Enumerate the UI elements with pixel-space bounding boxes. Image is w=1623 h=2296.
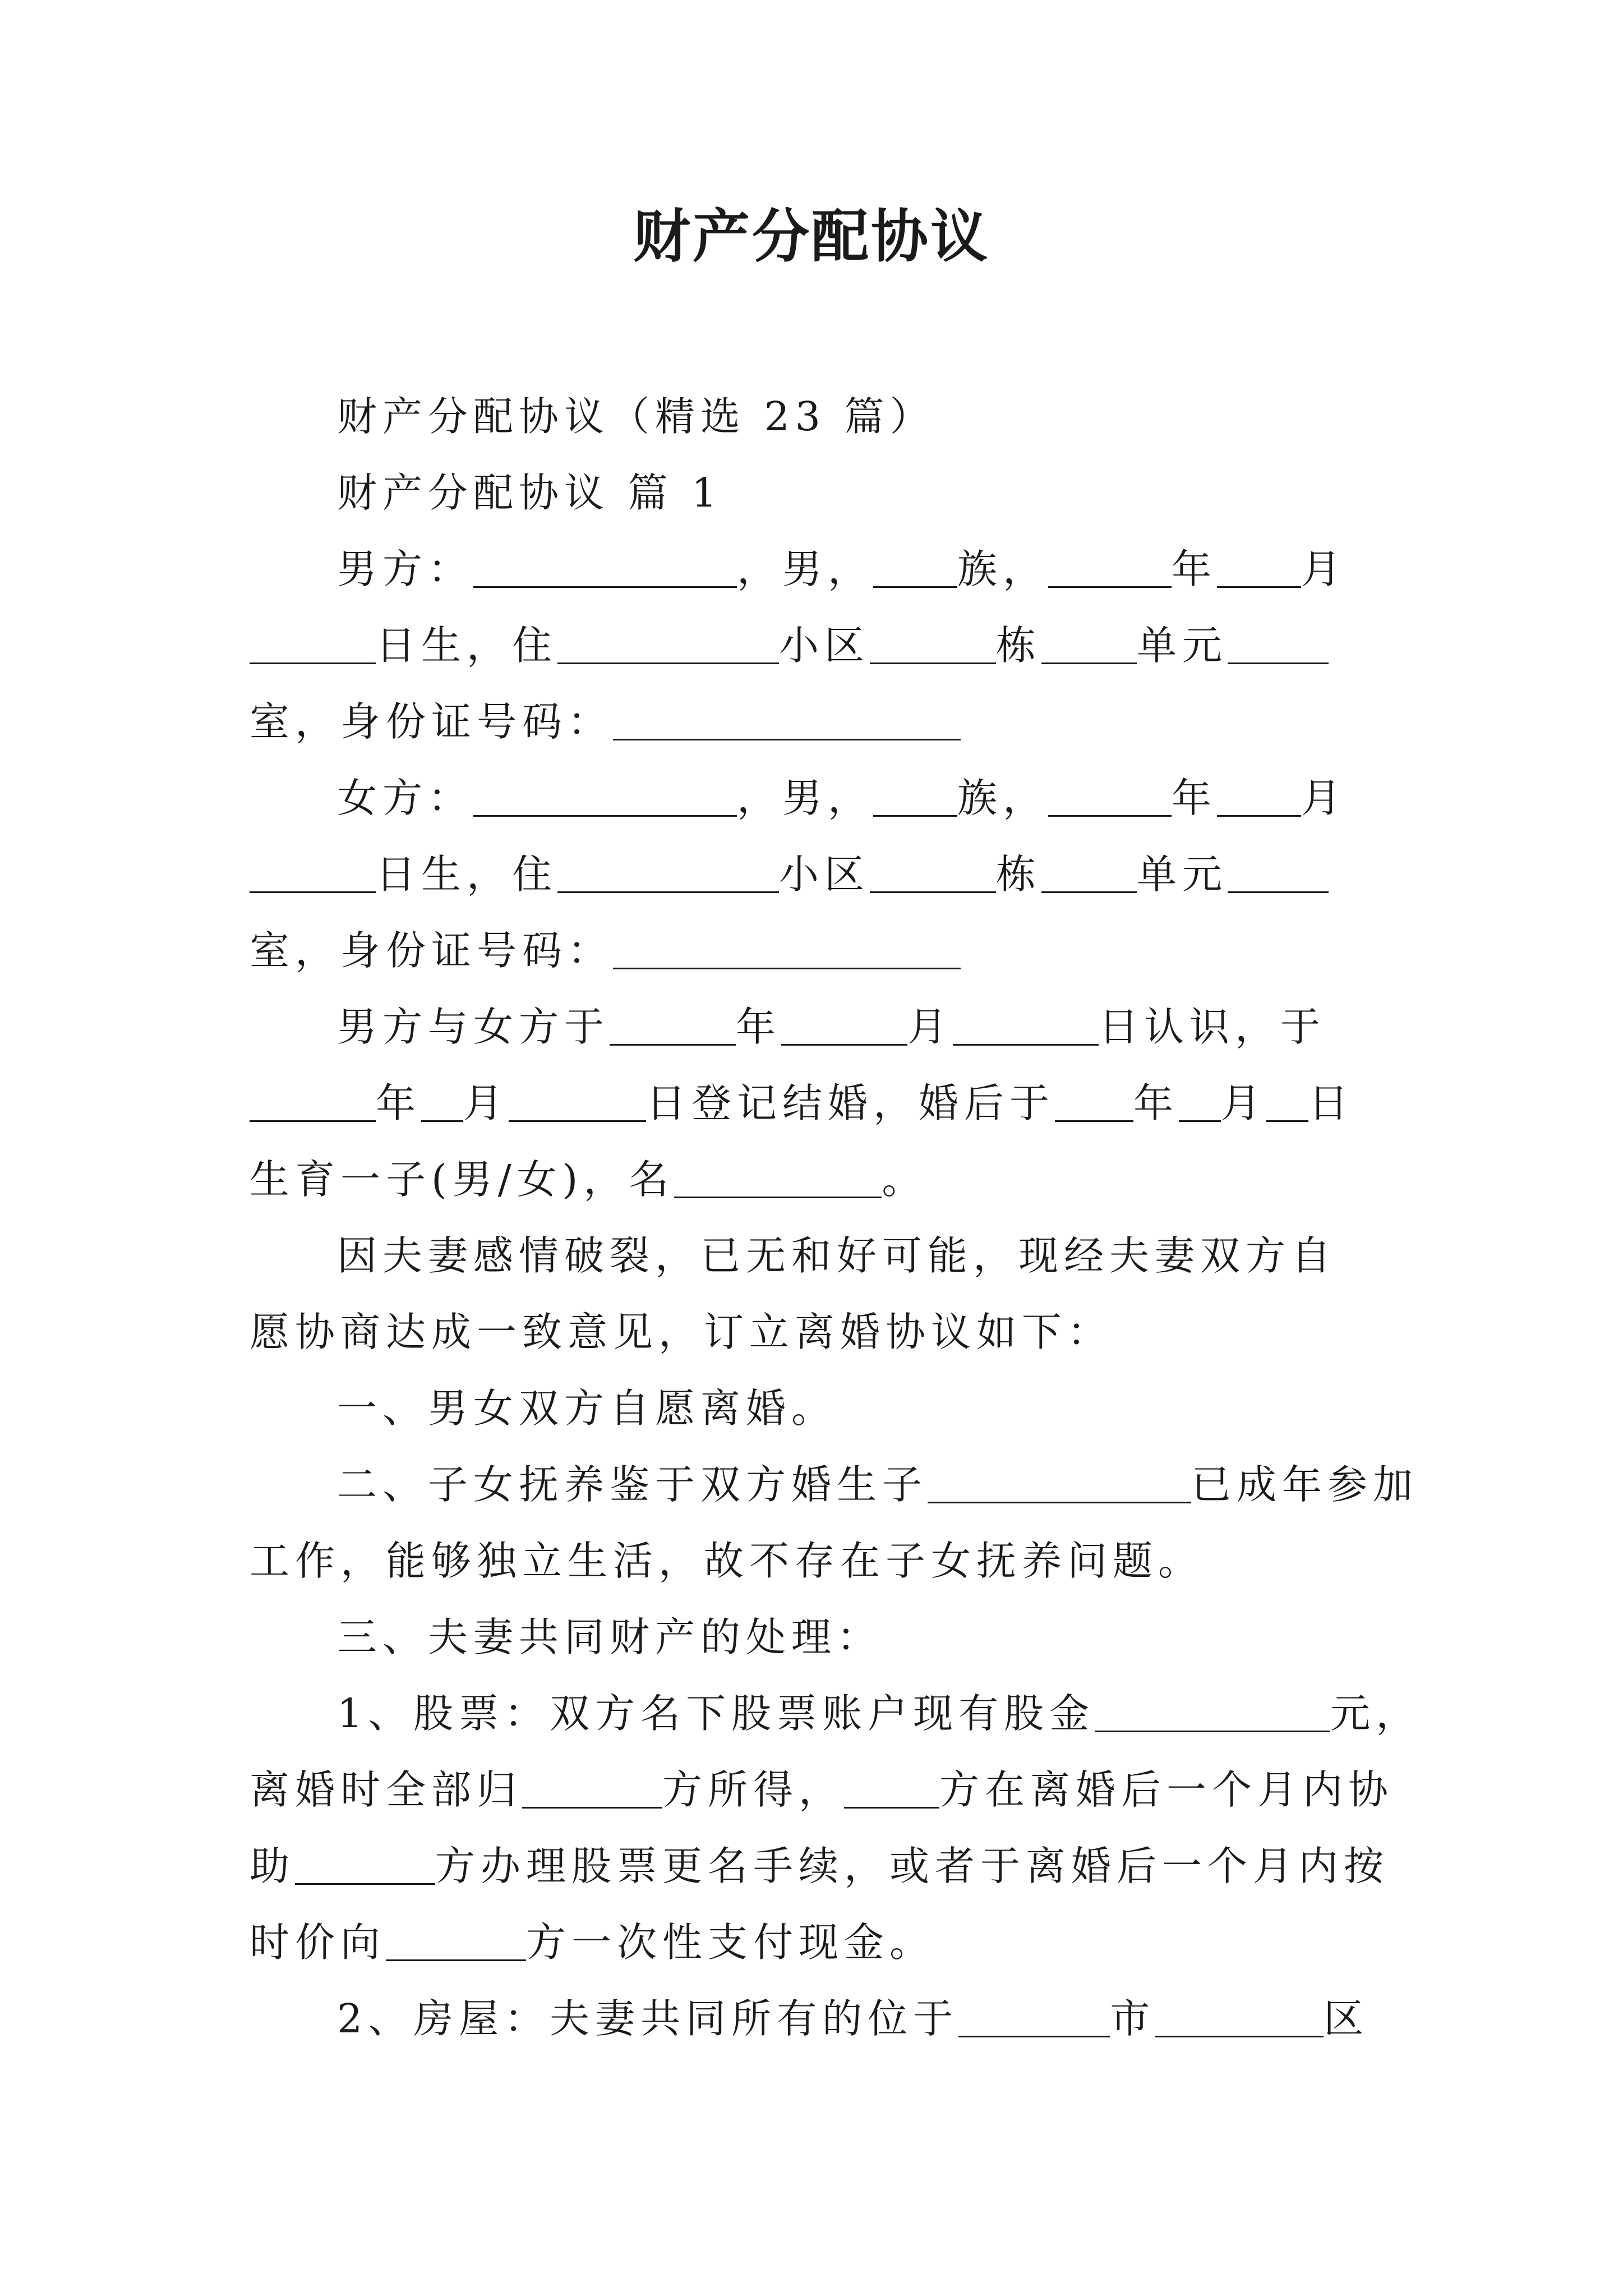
blank-field[interactable] [870,623,996,664]
blank-field[interactable] [1217,546,1301,588]
clause-2-line-1 [250,1447,1419,1523]
text: 日 [1308,1080,1354,1126]
blank-field[interactable] [250,1080,376,1122]
man-line-3 [250,684,1377,760]
text: 财产分配协议（精选 23 篇） [337,393,935,440]
stock-line-1 [250,1676,1422,1752]
id-number-field[interactable] [613,699,961,740]
text: 单元 [1137,851,1228,898]
clause-2-line-2: 工作，能够独立生活，故不存在子女抚养问题。 [250,1538,1204,1584]
clause-3: 三、夫妻共同财产的处理： [337,1614,883,1660]
meet-line-1 [250,989,1377,1065]
woman-line-3 [250,913,1377,989]
blank-field[interactable] [844,1767,939,1809]
man-line-2 [250,608,1377,684]
text: 方在离婚后一个月内协 [939,1766,1394,1813]
text: 年 [736,1004,782,1050]
text: 年 [376,1080,422,1126]
text: 1、股票：双方名下股票账户现有股金 [337,1690,1095,1737]
text: 方办理股票更名手续，或者于离婚后一个月内按 [435,1843,1390,1889]
blank-field[interactable] [870,852,996,893]
blank-field[interactable] [1055,1080,1133,1122]
blank-field[interactable] [421,1080,463,1122]
blank-field[interactable] [1041,852,1137,893]
blank-field[interactable] [473,775,737,817]
text: 二、子女抚养鉴于双方婚生子 [337,1461,928,1508]
text: 单元 [1137,622,1228,669]
id-number-field[interactable] [613,928,961,969]
document-body [250,379,1422,2057]
text: 。 [882,1156,928,1203]
woman-line-1 [250,760,1377,836]
blank-field[interactable] [1266,1080,1308,1122]
text: 区 [1324,1995,1370,2042]
text: 年 [1172,546,1218,592]
blank-field[interactable] [522,1767,662,1809]
man-line-1 [250,531,1377,608]
text: 栋 [996,622,1042,669]
text: 年 [1133,1080,1179,1126]
blank-field[interactable] [473,546,737,588]
meet-line-2 [250,1065,1377,1142]
text: 女方： [337,775,474,821]
blank-field[interactable] [295,1843,435,1885]
text: 族， [957,775,1049,821]
text: 日认识，于 [1099,1004,1326,1050]
text: 时价向 [250,1919,386,1966]
text: 财产分配协议 篇 1 [337,470,723,516]
text: 离婚时全部归 [250,1766,523,1813]
text: 助 [250,1843,296,1889]
reason-paragraph: 因夫妻感情破裂，已无和好可能，现经夫妻双方自愿协商达成一致意见，订立离婚协议如下： [250,1232,1337,1355]
text: 月 [463,1080,509,1126]
blank-field[interactable] [1228,852,1329,893]
text: 元， [1330,1690,1422,1737]
blank-field[interactable] [1048,546,1172,588]
text: 栋 [996,851,1042,898]
section-heading [250,455,1377,531]
blank-field[interactable] [509,1080,646,1122]
blank-field[interactable] [250,852,376,893]
amount-field[interactable] [1095,1691,1330,1732]
text: 小区 [779,851,870,898]
text: 小区 [779,622,870,669]
document-title: 财产分配协议 [633,203,990,270]
blank-field[interactable] [557,623,779,664]
text: ，男， [737,546,874,592]
text: ，男， [737,775,874,821]
woman-line-2 [250,836,1377,913]
text: 室，身份证号码： [250,698,614,745]
text: 2、房屋：夫妻共同所有的位于 [337,1995,959,2042]
text: 月 [1221,1080,1267,1126]
text: 年 [1172,775,1218,821]
blank-field[interactable] [250,623,376,664]
text: 日生，住 [376,622,558,669]
house-line-1 [250,1981,1377,2057]
text: 月 [907,1004,953,1050]
blank-field[interactable] [781,1004,907,1046]
clause-1: 一、男女双方自愿离婚。 [337,1385,837,1432]
text: 日生，住 [376,851,558,898]
text: 族， [957,546,1049,592]
blank-field[interactable] [386,1920,526,1961]
text: 方一次性支付现金。 [526,1919,935,1966]
stock-line-4 [250,1904,1377,1981]
text: 市 [1110,1995,1156,2042]
subtitle-line [250,379,1377,455]
blank-field[interactable] [610,1004,736,1046]
name-field[interactable] [674,1157,882,1198]
meet-line-3 [250,1142,1377,1218]
text: 男方与女方于 [337,1004,610,1050]
blank-field[interactable] [1217,775,1301,817]
blank-field[interactable] [873,775,957,817]
blank-field[interactable] [557,852,779,893]
blank-field[interactable] [1179,1080,1221,1122]
text: 室，身份证号码： [250,927,614,974]
blank-field[interactable] [1228,623,1329,664]
blank-field[interactable] [1041,623,1137,664]
text: 生育一子(男/女)，名 [250,1156,675,1203]
text: 月 [1301,775,1347,821]
blank-field[interactable] [958,1996,1110,2037]
stock-line-2 [250,1752,1394,1828]
blank-field[interactable] [1048,775,1172,817]
stock-line-3 [250,1828,1390,1904]
text: 日登记结婚，婚后于 [646,1080,1055,1126]
blank-field[interactable] [873,546,957,588]
text: 已成年参加 [1191,1461,1419,1508]
blank-field[interactable] [953,1004,1099,1046]
blank-field[interactable] [928,1462,1191,1503]
text: 月 [1301,546,1347,592]
text: 男方： [337,546,474,592]
blank-field[interactable] [1155,1996,1324,2037]
text: 方所得， [662,1766,845,1813]
